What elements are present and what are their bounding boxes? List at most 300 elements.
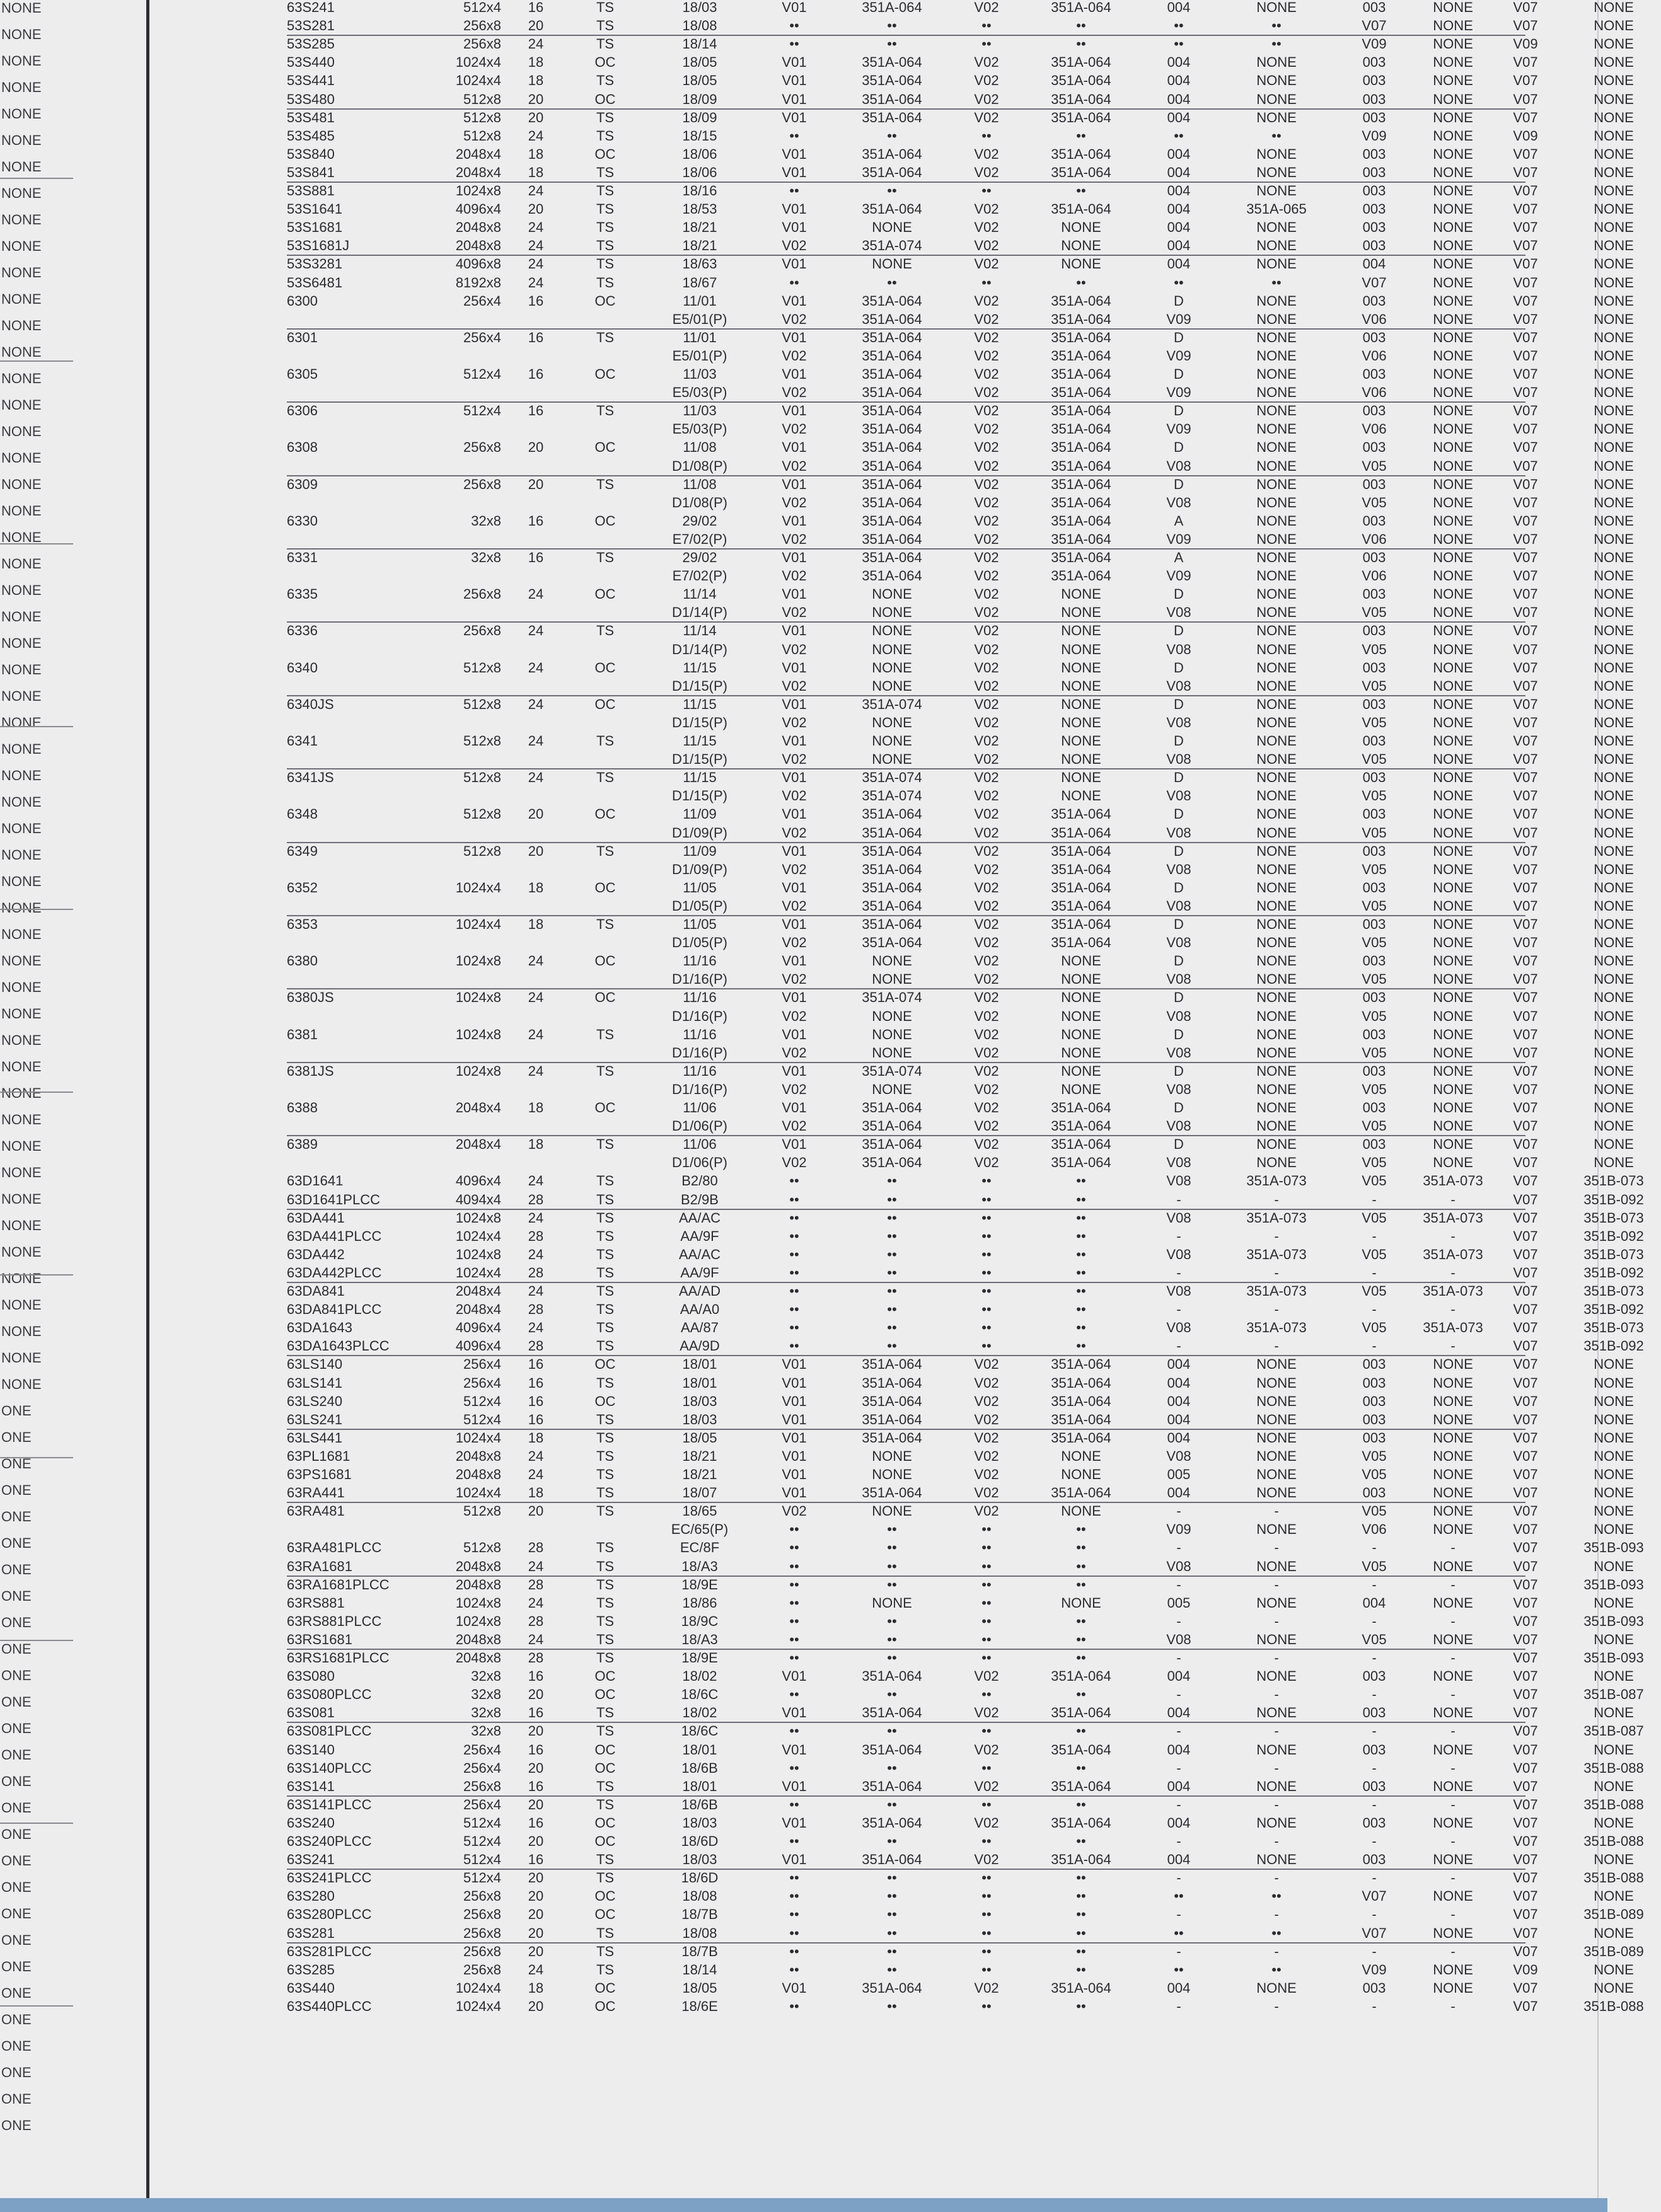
adapter-2-cell: •• (1076, 1264, 1086, 1281)
group-divider (287, 915, 1525, 916)
device-code-cell: 18/21 (682, 238, 717, 254)
part-number-cell: 6331 (287, 550, 318, 565)
group-divider (287, 988, 1525, 989)
alg-4-cell: 003 (1362, 476, 1386, 492)
pins-cell (507, 349, 564, 364)
adapter-2-cell: •• (1076, 1228, 1086, 1244)
adapter-5-cell: NONE (1594, 1155, 1634, 1171)
device-code-cell: 18/03 (682, 1393, 717, 1409)
adapter-3-cell: NONE (1256, 1008, 1297, 1024)
adapter-4-cell: NONE (1433, 659, 1473, 676)
output-type-cell (577, 899, 634, 914)
left-margin-text: NONE (1, 1032, 42, 1048)
device-code-cell: B2/80 (681, 1173, 718, 1189)
alg-3-cell: 004 (1167, 1411, 1191, 1427)
alg-4-cell: 003 (1362, 0, 1386, 15)
adapter-2-cell: NONE (1061, 1081, 1101, 1097)
adapter-3-cell: NONE (1256, 1741, 1297, 1758)
adapter-3-cell: - (1274, 1796, 1279, 1812)
device-code-cell: 18/06 (682, 164, 717, 180)
part-number-cell: 63RA1681 (287, 1558, 352, 1574)
alg-5-cell: V07 (1513, 164, 1538, 180)
adapter-2-cell: 351A-064 (1051, 1100, 1111, 1115)
adapter-5-cell: 351B-088 (1583, 1870, 1644, 1886)
alg-1-cell: •• (789, 1576, 799, 1593)
pins-cell: 24 (528, 1320, 544, 1336)
table-row (287, 329, 1634, 345)
part-number-cell: 6336 (287, 623, 318, 639)
table-row (287, 403, 1634, 419)
adapter-3-cell: 351A-073 (1246, 1246, 1307, 1262)
alg-2-cell: •• (981, 1191, 992, 1207)
left-margin-text: ONE (1, 1668, 32, 1683)
alg-2-cell: V02 (974, 989, 999, 1006)
adapter-4-cell: NONE (1433, 586, 1473, 602)
adapter-4-cell: NONE (1433, 1668, 1473, 1685)
adapter-3-cell: NONE (1256, 935, 1297, 951)
pins-cell: 20 (528, 201, 544, 217)
device-code-cell: 11/05 (683, 916, 717, 932)
alg-2-cell: •• (981, 1613, 992, 1629)
adapter-4-cell: NONE (1433, 1448, 1473, 1464)
part-number-cell: 63D1641 (287, 1173, 344, 1189)
adapter-3-cell: - (1274, 1613, 1279, 1629)
device-code-cell: 18/05 (682, 72, 717, 89)
alg-3-cell: 004 (1167, 109, 1191, 125)
table-row (287, 1814, 1634, 1831)
adapter-5-cell: 351B-092 (1583, 1301, 1644, 1318)
alg-1-cell: •• (789, 1613, 799, 1629)
group-divider (287, 695, 1525, 696)
alg-3-cell: 004 (1167, 1741, 1191, 1758)
adapter-2-cell: •• (1076, 1870, 1086, 1886)
output-type-cell (577, 385, 634, 400)
adapter-3-cell: NONE (1256, 1411, 1297, 1427)
adapter-4-cell: NONE (1433, 1356, 1473, 1373)
adapter-1-cell: 351A-064 (862, 1429, 922, 1446)
organization-cell: 256x8 (463, 1778, 501, 1794)
left-margin-text: NONE (1, 291, 42, 307)
adapter-3-cell: - (1274, 1870, 1279, 1886)
device-code-cell: 18/05 (682, 1429, 717, 1446)
part-number-cell: 63LS441 (287, 1429, 343, 1446)
alg-2-cell: •• (981, 1283, 992, 1299)
adapter-2-cell: NONE (1061, 1448, 1101, 1464)
alg-4-cell: 003 (1362, 1429, 1386, 1446)
pins-cell: 18 (528, 54, 544, 71)
alg-5-cell: V07 (1513, 347, 1538, 364)
output-type-cell: OC (594, 1814, 616, 1831)
adapter-2-cell: •• (1076, 1301, 1086, 1318)
adapter-1-cell: 351A-064 (862, 1155, 922, 1171)
alg-5-cell: V07 (1513, 1760, 1538, 1776)
table-row (287, 384, 1634, 401)
adapter-1-cell: 351A-064 (862, 897, 922, 914)
part-number-cell: 63DA841 (287, 1283, 345, 1299)
device-code-cell: 29/02 (682, 550, 717, 565)
alg-2-cell: V02 (974, 1778, 999, 1794)
adapter-2-cell: 351A-064 (1051, 91, 1111, 107)
part-number-cell: 6353 (287, 916, 318, 932)
alg-3-cell: V09 (1166, 311, 1191, 327)
alg-5-cell: V07 (1513, 1796, 1538, 1812)
alg-2-cell: V02 (974, 1026, 999, 1042)
alg-2-cell: V02 (974, 788, 999, 804)
pins-cell: 20 (528, 1870, 544, 1886)
output-type-cell: TS (596, 164, 615, 180)
pins-cell: 16 (528, 1778, 544, 1794)
adapter-1-cell: 351A-064 (862, 843, 922, 859)
output-type-cell: TS (596, 1613, 615, 1629)
alg-3-cell: D (1174, 586, 1184, 602)
adapter-3-cell: 351A-073 (1246, 1173, 1307, 1189)
output-type-cell: OC (594, 366, 616, 382)
alg-1-cell: V01 (782, 91, 807, 107)
output-type-cell: OC (594, 1356, 616, 1373)
adapter-1-cell: 351A-074 (862, 788, 922, 804)
left-margin-text: NONE (1, 529, 42, 545)
pins-cell: 20 (528, 109, 544, 125)
adapter-2-cell: NONE (1061, 714, 1101, 730)
pins-cell: 24 (528, 256, 544, 272)
adapter-2-cell: NONE (1061, 641, 1101, 657)
alg-2-cell: •• (981, 1540, 992, 1556)
adapter-3-cell: NONE (1256, 916, 1297, 932)
pins-cell: 20 (528, 1686, 544, 1703)
table-row (287, 512, 1634, 529)
alg-3-cell: D (1174, 806, 1184, 822)
adapter-3-cell: - (1274, 1686, 1279, 1703)
organization-cell: 1024x4 (455, 72, 501, 89)
adapter-5-cell: 351B-073 (1583, 1209, 1644, 1226)
adapter-5-cell: NONE (1594, 843, 1634, 859)
left-margin-text: ONE (1, 1826, 32, 1842)
adapter-5-cell: NONE (1594, 146, 1634, 162)
group-divider (287, 181, 1525, 183)
adapter-4-cell: NONE (1433, 1961, 1473, 1978)
table-row (287, 879, 1634, 896)
alg-2-cell: V02 (974, 751, 999, 768)
alg-5-cell: V07 (1513, 494, 1538, 510)
alg-2-cell: •• (981, 1246, 992, 1262)
alg-4-cell: 003 (1362, 1026, 1386, 1042)
table-row (287, 1594, 1634, 1611)
pins-cell: 20 (528, 476, 544, 492)
left-margin-text: NONE (1, 212, 42, 228)
device-code-cell: 18/01 (682, 1356, 717, 1373)
alg-4-cell: V06 (1362, 531, 1387, 547)
alg-5-cell: V09 (1513, 127, 1538, 144)
adapter-1-cell: 351A-064 (862, 1485, 922, 1501)
table-row (287, 1833, 1644, 1849)
table-row (287, 1246, 1644, 1262)
alg-5-cell: V07 (1513, 1631, 1538, 1647)
pins-cell: 16 (528, 1852, 544, 1868)
group-divider (287, 1062, 1525, 1063)
adapter-5-cell: 351B-073 (1583, 1173, 1644, 1189)
part-number-cell: 6381 (287, 1026, 318, 1042)
alg-5-cell: V07 (1513, 953, 1538, 969)
alg-2-cell: V02 (974, 91, 999, 107)
alg-5-cell: V07 (1513, 1100, 1538, 1115)
adapter-4-cell: NONE (1433, 550, 1473, 565)
pins-cell (507, 826, 564, 841)
part-number-cell: 63S281PLCC (287, 1943, 372, 1959)
alg-3-cell: D (1174, 439, 1184, 456)
adapter-2-cell: •• (1076, 36, 1086, 52)
adapter-3-cell: NONE (1256, 1374, 1297, 1391)
part-number-cell: 63S285 (287, 1961, 335, 1978)
alg-3-cell: - (1176, 1833, 1181, 1849)
alg-5-cell: V07 (1513, 916, 1538, 932)
table-row (287, 1393, 1634, 1409)
output-type-cell (577, 679, 634, 694)
adapter-4-cell: - (1450, 1943, 1456, 1959)
part-number-cell: 63DA441PLCC (287, 1228, 382, 1244)
alg-5-cell: V07 (1513, 1008, 1538, 1024)
adapter-4-cell: - (1450, 1540, 1456, 1556)
alg-1-cell: V01 (782, 329, 807, 345)
alg-1-cell: V01 (782, 146, 807, 162)
alg-4-cell: V05 (1362, 1448, 1387, 1464)
alg-2-cell: V02 (974, 421, 999, 437)
left-margin-text: NONE (1, 159, 42, 175)
left-margin-rule (0, 726, 73, 727)
alg-2-cell: •• (981, 1906, 992, 1923)
device-code-cell: D1/15(P) (671, 677, 728, 694)
adapter-2-cell: 351A-064 (1051, 146, 1111, 162)
device-code-cell: 18/06 (682, 146, 717, 162)
alg-5-cell: V07 (1513, 1979, 1538, 1996)
alg-3-cell: D (1174, 1136, 1184, 1153)
adapter-1-cell: 351A-064 (862, 476, 922, 492)
adapter-3-cell: NONE (1256, 219, 1297, 236)
output-type-cell (577, 788, 634, 804)
organization-cell: 512x4 (463, 366, 501, 382)
adapter-3-cell: NONE (1256, 146, 1297, 162)
alg-1-cell: V02 (782, 1503, 807, 1519)
alg-3-cell: D (1174, 916, 1184, 932)
adapter-5-cell: NONE (1594, 201, 1634, 217)
adapter-5-cell: NONE (1594, 1448, 1634, 1464)
organization-cell (388, 605, 501, 620)
device-code-cell: 11/16 (683, 1026, 717, 1042)
adapter-3-cell: NONE (1256, 788, 1297, 804)
alg-5-cell: V07 (1513, 843, 1538, 859)
adapter-3-cell: •• (1271, 36, 1282, 52)
alg-4-cell: - (1372, 1760, 1377, 1776)
adapter-2-cell: •• (1076, 127, 1086, 144)
adapter-3-cell: NONE (1256, 1778, 1297, 1794)
adapter-5-cell: NONE (1594, 897, 1634, 914)
adapter-1-cell: •• (887, 1521, 897, 1538)
alg-2-cell: V02 (974, 292, 999, 309)
part-number-cell: 6301 (287, 329, 318, 345)
alg-3-cell: - (1176, 1998, 1181, 2014)
organization-cell: 512x8 (463, 733, 501, 749)
output-type-cell: TS (596, 1301, 615, 1318)
organization-cell: 2048x8 (455, 1466, 501, 1482)
alg-2-cell: •• (981, 1173, 992, 1189)
adapter-3-cell: - (1274, 1723, 1279, 1739)
adapter-5-cell: NONE (1594, 1411, 1634, 1427)
adapter-4-cell: NONE (1433, 164, 1473, 180)
alg-2-cell: •• (981, 1594, 992, 1611)
alg-1-cell: V01 (782, 0, 807, 15)
pins-cell (507, 1009, 564, 1024)
alg-3-cell: D (1174, 769, 1184, 786)
alg-2-cell: V02 (974, 219, 999, 236)
organization-cell: 2048x4 (455, 1136, 501, 1153)
adapter-2-cell: 351A-064 (1051, 897, 1111, 914)
table-row (287, 164, 1634, 180)
left-margin-rule (0, 1092, 73, 1093)
output-type-cell: OC (594, 806, 616, 822)
alg-4-cell: V09 (1362, 127, 1387, 144)
adapter-1-cell: 351A-064 (862, 1741, 922, 1758)
organization-cell (388, 422, 501, 437)
adapter-5-cell: NONE (1594, 861, 1634, 877)
output-type-cell (577, 459, 634, 474)
adapter-5-cell: NONE (1594, 183, 1634, 199)
adapter-3-cell: NONE (1256, 109, 1297, 125)
adapter-4-cell: NONE (1433, 1503, 1473, 1519)
adapter-1-cell: •• (887, 1925, 897, 1941)
adapter-2-cell: 351A-064 (1051, 109, 1111, 125)
pins-cell (507, 422, 564, 437)
device-code-cell: E5/03(P) (672, 421, 727, 437)
alg-4-cell: V05 (1362, 861, 1387, 877)
adapter-5-cell: 351B-088 (1583, 1998, 1644, 2014)
adapter-3-cell: NONE (1256, 733, 1297, 749)
adapter-4-cell: NONE (1433, 1594, 1473, 1611)
alg-1-cell: V01 (782, 439, 807, 456)
output-type-cell (577, 1119, 634, 1134)
adapter-2-cell: 351A-064 (1051, 292, 1111, 309)
part-number-cell: 53S881 (287, 183, 335, 199)
alg-4-cell: V05 (1362, 751, 1387, 768)
left-margin-text: NONE (1, 371, 42, 386)
adapter-2-cell: 351A-064 (1051, 1979, 1111, 1996)
alg-3-cell: 004 (1167, 54, 1191, 71)
adapter-1-cell: 351A-064 (862, 1356, 922, 1373)
left-margin-text: ONE (1, 1959, 32, 1974)
table-row (287, 494, 1634, 510)
alg-2-cell: V02 (974, 641, 999, 657)
device-code-cell: 18/A3 (681, 1631, 718, 1647)
table-row (287, 347, 1634, 364)
alg-5-cell: V07 (1513, 677, 1538, 694)
group-divider (287, 475, 1525, 476)
device-code-cell: 18/21 (682, 1466, 717, 1482)
left-margin-text: NONE (1, 582, 42, 598)
adapter-4-cell: NONE (1433, 897, 1473, 914)
alg-2-cell: •• (981, 1925, 992, 1941)
adapter-1-cell: NONE (872, 623, 912, 639)
pins-cell: 16 (528, 512, 544, 529)
alg-2-cell: V02 (974, 1741, 999, 1758)
alg-5-cell: V07 (1513, 1136, 1538, 1153)
alg-2-cell: •• (981, 183, 992, 199)
adapter-4-cell: NONE (1433, 1814, 1473, 1831)
table-row (287, 1961, 1634, 1978)
adapter-5-cell: 351B-073 (1583, 1320, 1644, 1336)
pins-cell (507, 1522, 564, 1537)
adapter-3-cell: - (1274, 1943, 1279, 1959)
table-row (287, 1283, 1644, 1299)
adapter-1-cell: 351A-064 (862, 201, 922, 217)
alg-5-cell: V07 (1513, 1852, 1538, 1868)
adapter-5-cell: NONE (1594, 769, 1634, 786)
alg-5-cell: V07 (1513, 971, 1538, 988)
alg-1-cell: V02 (782, 238, 807, 254)
left-margin-text: ONE (1, 2038, 32, 2054)
alg-5-cell: V07 (1513, 1814, 1538, 1831)
pins-cell: 20 (528, 18, 544, 34)
alg-2-cell: V02 (974, 1008, 999, 1024)
adapter-4-cell: NONE (1433, 1705, 1473, 1721)
pins-cell: 20 (528, 1925, 544, 1941)
table-row (287, 788, 1634, 804)
adapter-3-cell: - (1274, 1228, 1279, 1244)
table-row (287, 843, 1634, 859)
alg-5-cell: V07 (1513, 989, 1538, 1006)
alg-3-cell: - (1176, 1540, 1181, 1556)
output-type-cell: OC (594, 1741, 616, 1758)
adapter-2-cell: 351A-064 (1051, 329, 1111, 345)
organization-cell (388, 1119, 501, 1134)
adapter-3-cell: NONE (1256, 971, 1297, 988)
part-number-cell: 53S481 (287, 109, 335, 125)
device-code-cell: 18/53 (682, 201, 717, 217)
alg-5-cell: V07 (1513, 550, 1538, 565)
adapter-5-cell: NONE (1594, 1485, 1634, 1501)
adapter-3-cell: NONE (1256, 54, 1297, 71)
organization-cell: 256x8 (463, 1888, 501, 1904)
adapter-4-cell: - (1450, 1796, 1456, 1812)
output-type-cell: TS (596, 623, 615, 639)
alg-2-cell: •• (981, 1796, 992, 1812)
table-row (287, 935, 1634, 951)
adapter-2-cell: NONE (1061, 256, 1101, 272)
output-type-cell: TS (596, 1943, 615, 1959)
alg-2-cell: V02 (974, 494, 999, 510)
adapter-4-cell: NONE (1433, 421, 1473, 437)
alg-3-cell: - (1176, 1796, 1181, 1812)
adapter-1-cell: 351A-064 (862, 861, 922, 877)
alg-4-cell: 003 (1362, 1411, 1386, 1427)
organization-cell: 512x8 (463, 806, 501, 822)
organization-cell: 1024x4 (455, 1998, 501, 2014)
device-code-cell: 18/03 (682, 0, 717, 15)
adapter-3-cell: NONE (1256, 696, 1297, 712)
adapter-5-cell: NONE (1594, 476, 1634, 492)
alg-1-cell: V01 (782, 109, 807, 125)
alg-2-cell: V02 (974, 1668, 999, 1685)
left-margin-text: NONE (1, 106, 42, 122)
pins-cell: 16 (528, 1705, 544, 1721)
alg-3-cell: 004 (1167, 238, 1191, 254)
organization-cell (388, 1522, 501, 1537)
left-margin-text: NONE (1, 1112, 42, 1127)
pins-cell: 24 (528, 219, 544, 236)
alg-1-cell: V02 (782, 824, 807, 841)
adapter-4-cell: NONE (1433, 72, 1473, 89)
alg-4-cell: V06 (1362, 568, 1387, 584)
alg-5-cell: V07 (1513, 1998, 1538, 2014)
adapter-4-cell: NONE (1433, 1393, 1473, 1409)
adapter-2-cell: NONE (1061, 696, 1101, 712)
